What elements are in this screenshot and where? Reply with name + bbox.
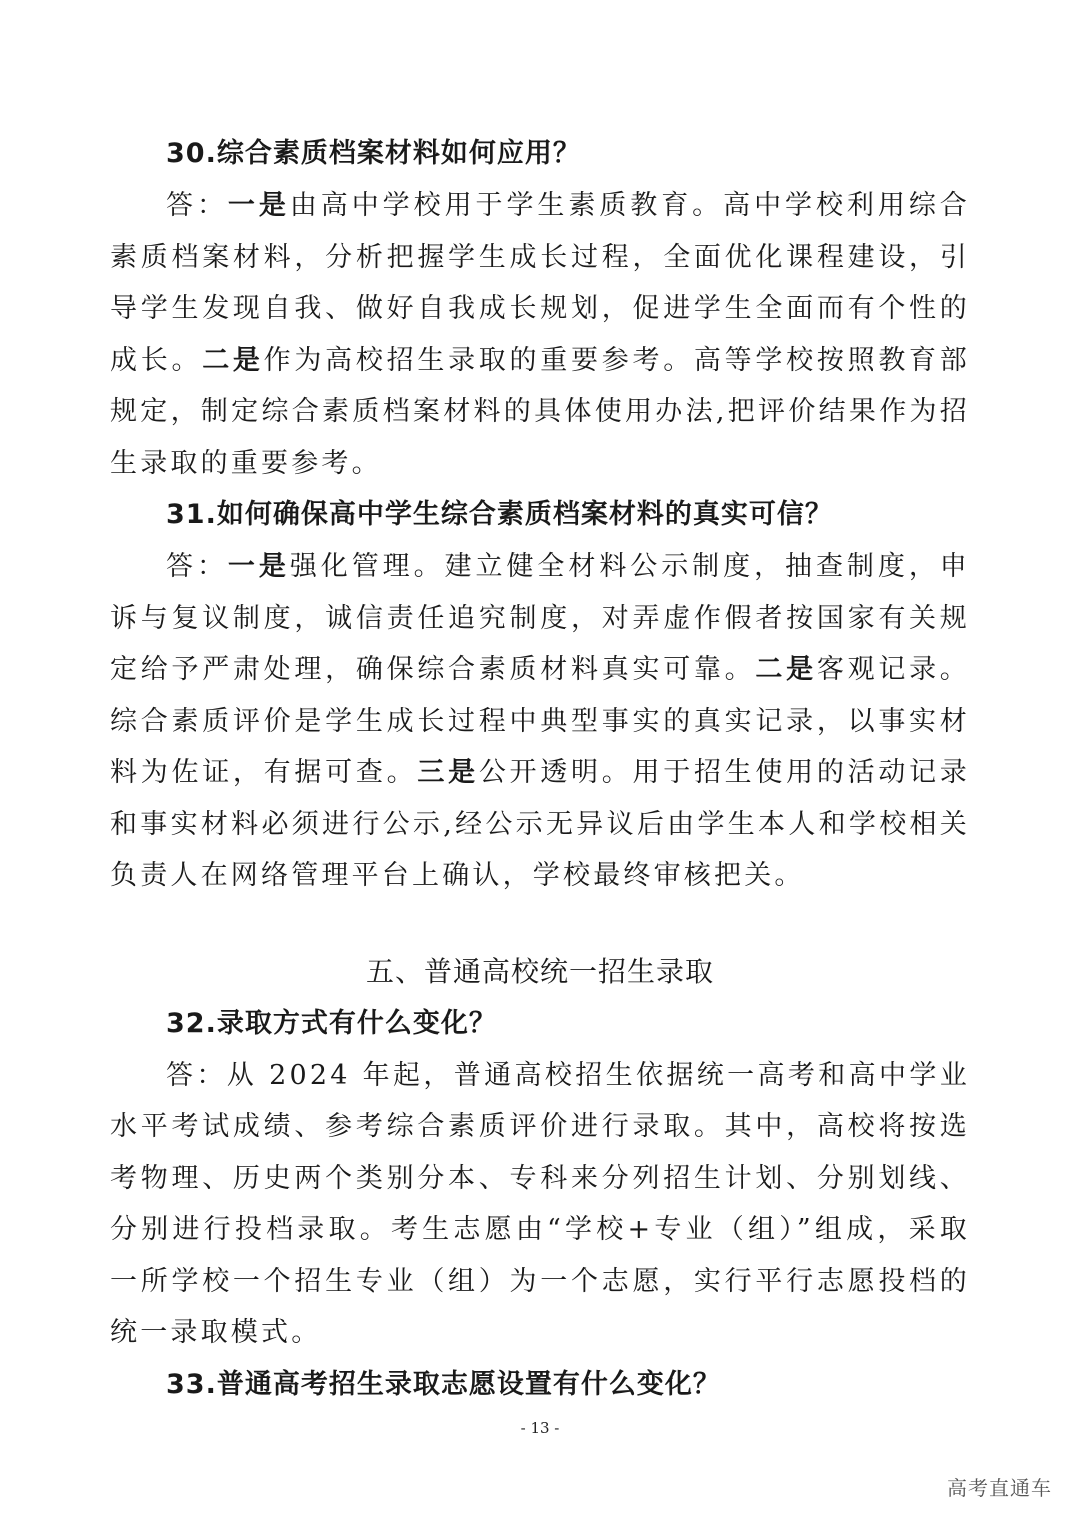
answer-32-text: 从 2024 年起，普通高校招生依据统一高考和高中学业水平考试成绩、参考综合素质评价进行录取。其中，高校将按选考物理、历史两个类别分本、专科来分列招生计划、分别划线、分别进行投档录取。考生志愿由“学校+专业（组）”组成，采取一所学校一个招生专业（组）为一个志愿，实行平行志愿投档的统一录取模式。	[110, 1059, 970, 1348]
section-5-title: 五、普通高校统一招生录取	[365, 954, 714, 988]
answer-31-point-3-text: 公开透明。用于招生使用的活动记录和事实材料必须进行公示,经公示无异议后由学生本人和学校相关负责人在网络管理平台上确认，学校最终审核把关。	[110, 757, 971, 891]
answer-prefix: 答：	[166, 551, 228, 582]
question-33-title: 33.普通高考招生录取志愿设置有什么变化？	[166, 1368, 721, 1400]
answer-31-point-2-text: 客观记录。综合素质评价是学生成长过程中典型事实的真实记录，以事实材料为佐证，有据可查。	[110, 654, 971, 788]
question-30-title: 30.综合素质档案材料如何应用？	[166, 138, 581, 169]
answer-32	[110, 1050, 970, 1359]
answer-31	[110, 541, 970, 902]
answer-31-point-1-text: 强化管理。建立健全材料公示制度，抽查制度，申诉与复议制度，诚信责任追究制度，对弄虚作假者按国家有关规定给予严肃处理，确保综合素质材料真实可靠。	[110, 551, 970, 685]
answer-prefix: 答：	[166, 190, 228, 221]
question-31-title: 31.如何确保高中学生综合素质档案材料的真实可信？	[166, 499, 833, 530]
answer-30-point-2-label: 二是	[202, 344, 264, 376]
question-32-title: 32.录取方式有什么变化？	[166, 1007, 497, 1039]
section-gap	[110, 902, 970, 946]
watermark: 高考直通车	[947, 1476, 1052, 1500]
answer-30-point-1-text: 由高中学校用于学生素质教育。高中学校利用综合素质档案材料，分析把握学生成长过程，全面优化课程建设，引导学生发现自我、做好自我成长规划，促进学生全面而有个性的成长。	[110, 190, 970, 376]
answer-30	[110, 180, 970, 489]
document-page	[110, 128, 970, 1411]
page-number: - 13 -	[520, 1419, 560, 1437]
answer-31-point-1-label: 一是	[227, 551, 290, 582]
answer-31-point-3-label: 三是	[417, 757, 479, 788]
answer-30-point-2-text: 作为高校招生录取的重要参考。高等学校按照教育部规定，制定综合素质档案材料的具体使用办法,把评价结果作为招生录取的重要参考。	[110, 344, 970, 479]
answer-prefix: 答：	[166, 1059, 227, 1091]
answer-30-point-1-label: 一是	[227, 190, 290, 221]
answer-31-point-2-label: 二是	[755, 654, 817, 685]
